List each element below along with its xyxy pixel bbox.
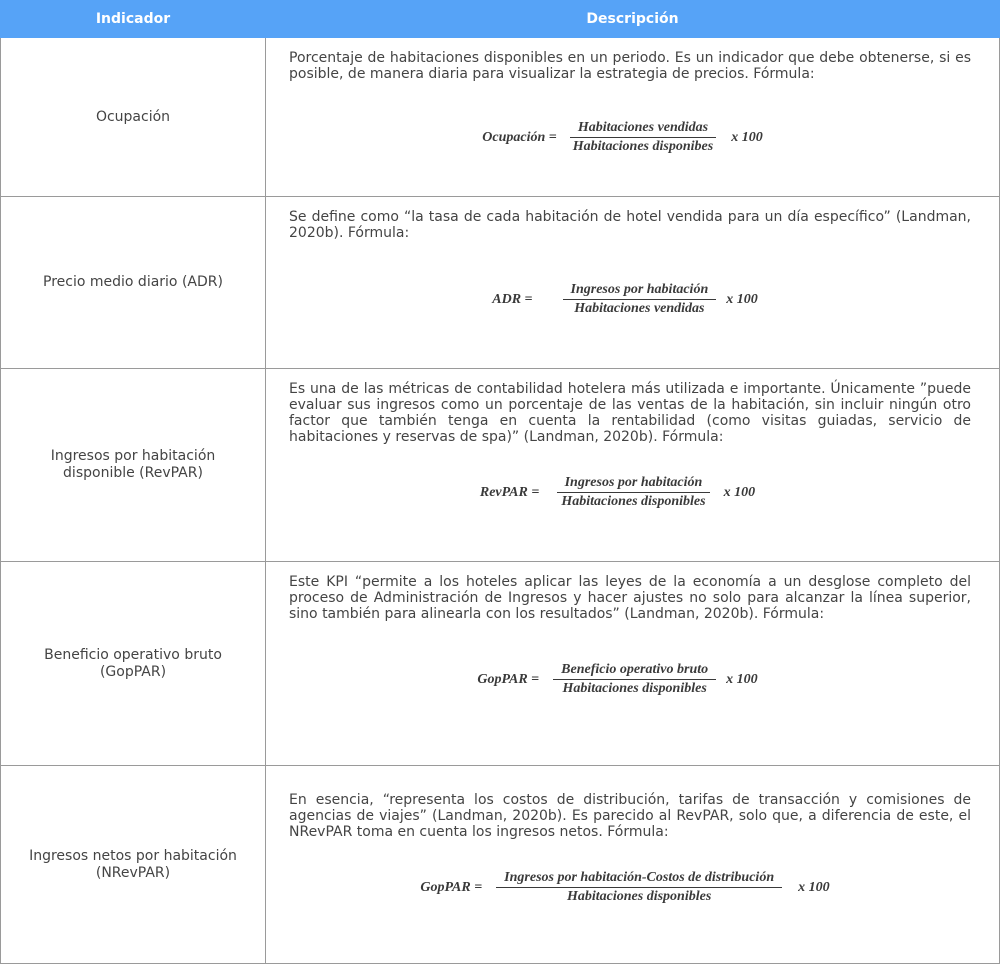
header-description: Descripción [266,1,1000,38]
indicator-cell: Precio medio diario (ADR) [1,197,266,369]
description-cell [266,38,1000,197]
formula-lhs: ADR = [492,291,533,307]
description-text: Porcentaje de habitaciones disponibles en un periodo. Es un indicador que debe obtenerse, si es posible, de manera diaria para visualizar la estrategia de precios. Fórmula: [289,50,971,82]
header-row [1,1,1000,38]
table-row [1,766,1000,964]
formula-denominator: Habitaciones vendidas [574,301,705,316]
formula-fraction [553,475,713,510]
formula [264,475,971,510]
formula [274,120,971,155]
description-text: Es una de las métricas de contabilidad hotelera más utilizada e importante. Únicamente ”puede evaluar sus ingresos como un porcentaje de las ventas de la habitación, sin incluir ningún otro factor que también tenga en cuenta la rentabilidad (como visitas guiadas, servicio de habitaciones y reservas de spa)” (Landman, 2020b). Fórmula: [289,381,971,445]
formula-lhs: Ocupación = [482,129,557,145]
table-row [1,197,1000,369]
formula-numerator: Beneficio operativo bruto [553,662,716,680]
formula-lhs: GopPAR = [477,671,540,687]
formula-numerator: Ingresos por habitación [557,475,711,493]
description-text: Se define como “la tasa de cada habitación de hotel vendida para un día específico” (Landman, 2020b). Fórmula: [289,209,971,241]
header-indicator: Indicador [1,1,266,38]
formula [264,662,971,697]
formula-fraction [563,282,717,317]
description-cell [266,562,1000,766]
formula [279,870,971,905]
table-row [1,562,1000,766]
formula-multiplier: x 100 [723,484,756,500]
indicator-cell: Ingresos por habitación disponible (RevPAR) [1,369,266,562]
table-row [1,38,1000,197]
formula-lhs: GopPAR = [420,879,483,895]
description-text: Este KPI “permite a los hoteles aplicar las leyes de la economía a un desglose completo del proceso de Administración de Ingresos y hacer ajustes no solo para alcanzar la línea superior, sino también para alinearla con los resultados” (Landman, 2020b). Fórmula: [289,574,971,622]
formula-multiplier: x 100 [726,291,758,307]
formula-numerator: Ingresos por habitación [563,282,717,300]
description-cell [266,766,1000,964]
formula-fraction [565,120,721,155]
indicator-cell: Ingresos netos por habitación (NRevPAR) [1,766,266,964]
formula-denominator: Habitaciones disponibles [566,889,712,904]
description-cell [266,197,1000,369]
formula-denominator: Habitaciones disponibes [572,139,714,154]
formula-denominator: Habitaciones disponibles [561,494,706,509]
formula-multiplier: x 100 [726,671,758,687]
formula-numerator: Ingresos por habitación-Costos de distribución [496,870,782,888]
indicator-cell: Ocupación [1,38,266,197]
formula-denominator: Habitaciones disponibles [562,681,707,696]
formula-fraction [553,662,716,697]
formula-multiplier: x 100 [731,129,763,145]
formula-lhs: RevPAR = [479,484,540,500]
formula-numerator: Habitaciones vendidas [570,120,716,138]
description-cell [266,369,1000,562]
formula-fraction [496,870,782,905]
description-text: En esencia, “representa los costos de distribución, tarifas de transacción y comisiones de agencias de viajes” (Landman, 2020b). Es parecido al RevPAR, solo que, a diferencia de este, el NRevPAR toma en cuenta los ingresos netos. Fórmula: [289,792,971,840]
formula-multiplier: x 100 [798,879,830,895]
formula [279,282,971,317]
table-row [1,369,1000,562]
indicator-cell: Beneficio operativo bruto (GopPAR) [1,562,266,766]
